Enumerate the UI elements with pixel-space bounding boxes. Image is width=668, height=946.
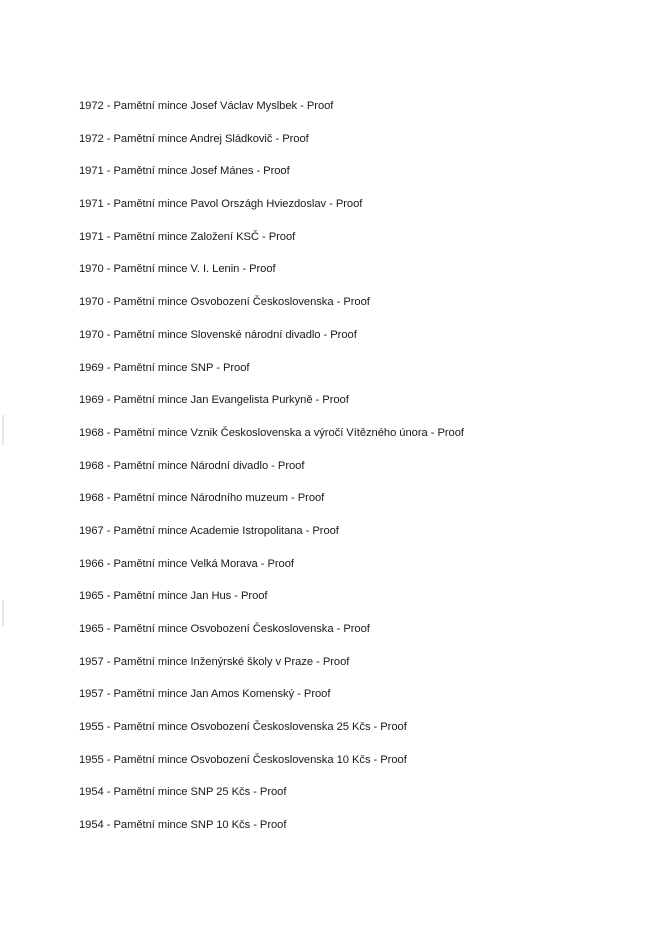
coin-list-item: 1970 - Pamětní mince V. I. Lenin - Proof — [79, 263, 276, 276]
coin-list-item: 1954 - Pamětní mince SNP 25 Kčs - Proof — [79, 786, 287, 799]
coin-list-item: 1971 - Pamětní mince Josef Mánes - Proof — [79, 165, 290, 178]
coin-list-item: 1968 - Pamětní mince Národní divadlo - Proof — [79, 459, 305, 472]
coin-list-item: 1954 - Pamětní mince SNP 10 Kčs - Proof — [79, 819, 287, 832]
coin-list-item: 1971 - Pamětní mince Pavol Országh Hviezdoslav - Proof — [79, 198, 363, 211]
coin-list-item: 1968 - Pamětní mince Národního muzeum - Proof — [79, 492, 325, 505]
coin-list-item: 1968 - Pamětní mince Vznik Československa a výročí Vítězného února - Proof — [79, 426, 464, 439]
coin-list-item: 1967 - Pamětní mince Academie Istropolitana - Proof — [79, 524, 339, 537]
coin-list-item: 1965 - Pamětní mince Osvobození Československa - Proof — [79, 623, 370, 635]
coin-list-item: 1970 - Pamětní mince Slovenské národní divadlo - Proof — [79, 328, 357, 341]
scan-artifact — [2, 600, 4, 626]
coin-list-item: 1966 - Pamětní mince Velká Morava - Proof — [79, 557, 294, 570]
coin-list-item: 1957 - Pamětní mince Inženýrské školy v Praze - Proof — [79, 655, 350, 668]
coin-list-item: 1972 - Pamětní mince Andrej Sládkovič - Proof — [79, 132, 309, 145]
coin-list-item: 1971 - Pamětní mince Založení KSČ - Proof — [79, 230, 296, 243]
coin-list-item: 1969 - Pamětní mince SNP - Proof — [79, 361, 250, 374]
coin-list-item: 1955 - Pamětní mince Osvobození Československa 10 Kčs - Proof — [79, 753, 407, 766]
coin-list-item: 1965 - Pamětní mince Jan Hus - Proof — [79, 590, 268, 603]
coin-list-item: 1955 - Pamětní mince Osvobození Československa 25 Kčs - Proof — [79, 721, 407, 734]
coin-list-item: 1970 - Pamětní mince Osvobození Československa - Proof — [79, 296, 370, 309]
coin-list-item: 1972 - Pamětní mince Josef Václav Myslbek - Proof — [79, 100, 334, 112]
coin-list — [79, 96, 464, 848]
scan-artifact — [2, 415, 4, 445]
coin-list-item: 1969 - Pamětní mince Jan Evangelista Purkyně - Proof — [79, 394, 349, 407]
coin-list-item: 1957 - Pamětní mince Jan Amos Komenský - Proof — [79, 688, 331, 701]
